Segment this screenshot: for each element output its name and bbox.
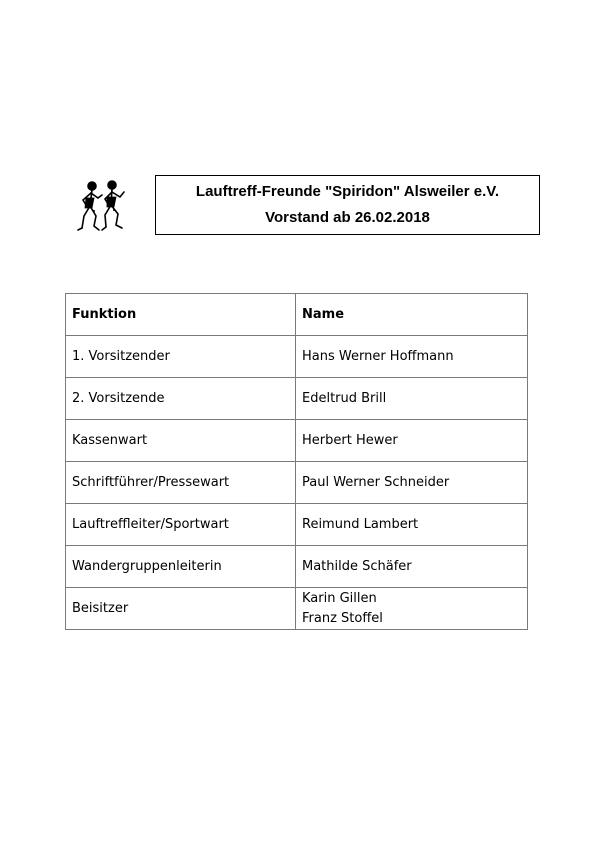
cell-funktion: Beisitzer — [66, 588, 296, 630]
table-row — [66, 546, 528, 588]
cell-name — [296, 588, 528, 630]
cell-funktion: Kassenwart — [66, 420, 296, 462]
cell-funktion: Lauftreffleiter/Sportwart — [66, 504, 296, 546]
cell-name: Reimund Lambert — [296, 504, 528, 546]
column-header-funktion: Funktion — [66, 294, 296, 336]
column-header-name: Name — [296, 294, 528, 336]
cell-name-line: Franz Stoffel — [302, 610, 383, 626]
cell-name: Paul Werner Schneider — [296, 462, 528, 504]
table-row — [66, 504, 528, 546]
cell-name: Edeltrud Brill — [296, 378, 528, 420]
cell-funktion: 1. Vorsitzender — [66, 336, 296, 378]
runners-logo-icon — [72, 178, 132, 238]
title-box — [155, 175, 540, 235]
club-name: Lauftreff-Freunde "Spiridon" Alsweiler e.V. — [195, 183, 500, 200]
table-row — [66, 378, 528, 420]
cell-funktion: Schriftführer/Pressewart — [66, 462, 296, 504]
cell-name-line: Karin Gillen — [302, 590, 377, 606]
cell-name: Herbert Hewer — [296, 420, 528, 462]
table-row — [66, 462, 528, 504]
cell-name: Mathilde Schäfer — [296, 546, 528, 588]
table-row — [66, 588, 528, 630]
table-header-row — [66, 294, 528, 336]
board-date-title: Vorstand ab 26.02.2018 — [265, 209, 430, 226]
cell-funktion: Wandergruppenleiterin — [66, 546, 296, 588]
cell-name: Hans Werner Hoffmann — [296, 336, 528, 378]
table-row — [66, 420, 528, 462]
cell-funktion: 2. Vorsitzende — [66, 378, 296, 420]
board-table — [65, 293, 528, 630]
table-row — [66, 336, 528, 378]
